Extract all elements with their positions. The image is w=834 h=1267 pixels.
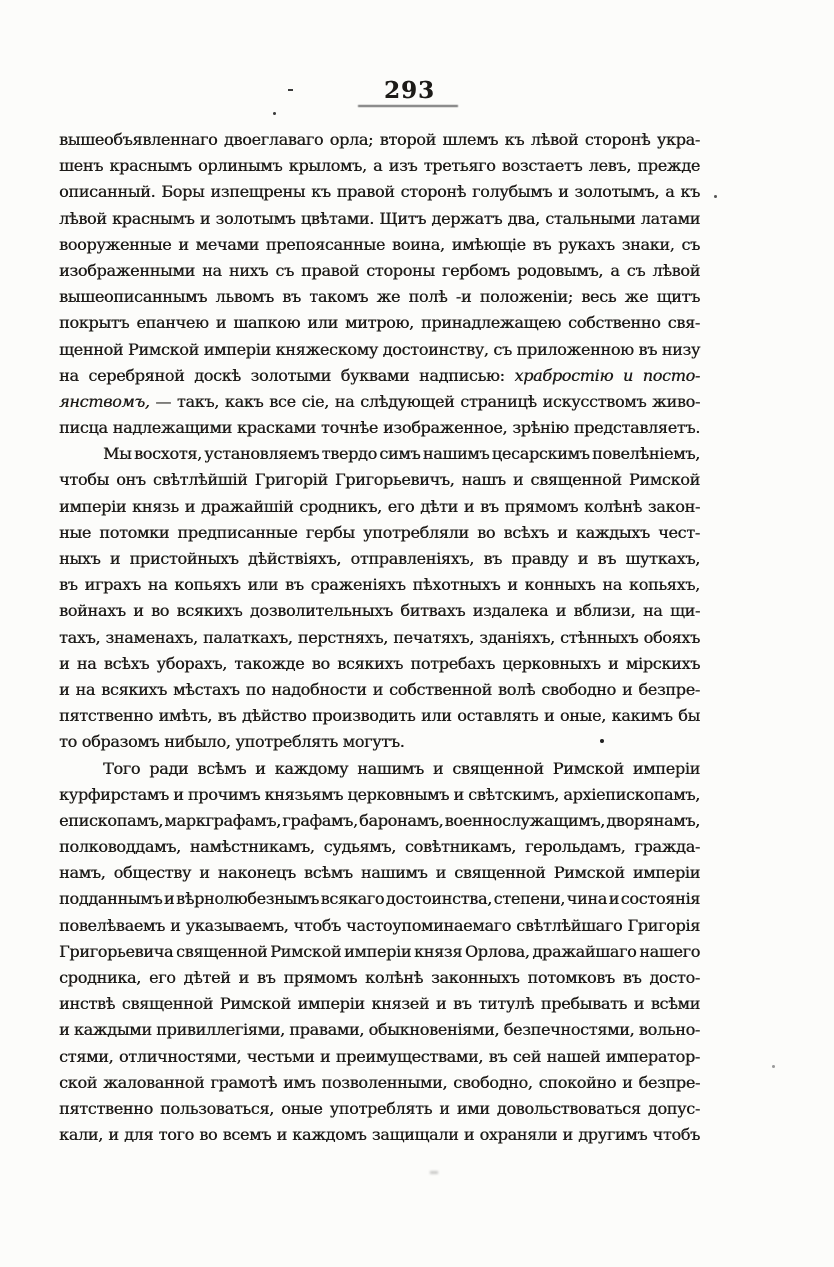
scan-speck xyxy=(288,89,293,91)
scan-speck xyxy=(772,1065,775,1068)
page-number-rule xyxy=(358,105,458,107)
text-line: щенной Римской имперіи княжескому достоинству, съ приложенною въ низу xyxy=(59,339,700,359)
text-line: курфирстамъ и прочимъ князьямъ церковнымъ и свѣтскимъ, архіепископамъ, xyxy=(59,784,700,804)
paragraph xyxy=(59,127,700,441)
text-line: изображенными на нихъ съ правой стороны гербомъ родовымъ, а съ лѣвой xyxy=(59,260,700,280)
text-line: шенъ краснымъ орлинымъ крыломъ, а изъ третьяго возстаетъ левъ, прежде xyxy=(59,156,700,176)
scan-speck xyxy=(714,195,717,198)
scan-speck xyxy=(273,112,276,115)
text-body xyxy=(59,127,700,1148)
text-line: инствѣ священной Римской имперіи князей и въ титулѣ пребывать и всѣми xyxy=(59,994,700,1014)
text-line: намъ, обществу и наконецъ всѣмъ нашимъ и священной Римской имперіи xyxy=(59,863,700,883)
text-line: и на всѣхъ уборахъ, такожде во всякихъ потребахъ церковныхъ и мірскихъ xyxy=(59,653,700,673)
text-line: стями, отличностями, честьми и преимуществами, въ сей нашей император- xyxy=(59,1046,700,1066)
text-line: описанный. Боры изпещрены къ правой сторонѣ голубымъ и золотымъ, а къ xyxy=(59,182,700,202)
text-line: писца надлежащими красками точнѣе изображенное, зрѣнію представляетъ. xyxy=(59,418,700,438)
text-line: Мы восхотя, установляемъ твердо симъ нашимъ цесарскимъ повелѣніемъ, xyxy=(103,444,700,464)
text-line: полководдамъ, намѣстникамъ, судьямъ, совѣтникамъ, герольдамъ, гражда- xyxy=(59,837,700,857)
text-line: Того ради всѣмъ и каждому нашимъ и священной Римской имперіи xyxy=(103,758,700,778)
text-line: вышеобъявленнаго двоеглаваго орла; второй шлемъ къ лѣвой сторонѣ укра- xyxy=(59,130,700,149)
text-line: епископамъ, маркграфамъ, графамъ, баронамъ, военнослужащимъ, дворянамъ, xyxy=(59,810,700,830)
paragraph xyxy=(59,756,700,1149)
text-line: войнахъ и во всякихъ дозволительныхъ битвахъ издалека и вблизи, на щи- xyxy=(59,601,700,621)
text-line: на серебряной доскѣ золотыми буквами надписью: храбростію и посто- xyxy=(59,365,700,385)
text-line: и каждыми привиллегіями, правами, обыкновеніями, безпечностями, вольно- xyxy=(59,1020,700,1040)
paragraph xyxy=(59,441,700,755)
text-line: вооруженные и мечами препоясанные воина, имѣющіе въ рукахъ знаки, съ xyxy=(59,234,700,254)
text-line: чтобы онъ свѣтлѣйшій Григорій Григорьевичъ, нашъ и священной Римской xyxy=(59,470,700,490)
text-line: ской жалованной грамотѣ имъ позволенными, свободно, спокойно и безпре- xyxy=(59,1072,700,1092)
text-line: подданнымъ и вѣрнолюбезнымъ всякаго достоинства, степени, чина и состоянія xyxy=(59,889,700,909)
page-number: 293 xyxy=(384,77,436,104)
text-line: покрытъ епанчею и шапкою или митрою, принадлежащею собственно свя- xyxy=(59,313,700,333)
text-line: и на всякихъ мѣстахъ по надобности и собственной волѣ свободно и безпре- xyxy=(59,679,700,699)
text-line: повелѣваемъ и указываемъ, чтобъ частоупоминаемаго свѣтлѣйшаго Григорія xyxy=(59,915,700,935)
text-line: Григорьевича священной Римской имперіи князя Орлова, дражайшаго нашего xyxy=(59,941,700,961)
text-line: вышеописаннымъ львомъ въ такомъ же полѣ -и положеніи; весь же щитъ xyxy=(59,287,700,307)
text-line: сродника, его дѣтей и въ прямомъ колѣнѣ законныхъ потомковъ въ досто- xyxy=(59,968,700,987)
text-line: ныхъ и пристойныхъ дѣйствіяхъ, отправленіяхъ, въ правду и въ шуткахъ, xyxy=(59,549,700,568)
text-line: имперіи князь и дражайшій сродникъ, его дѣти и въ прямомъ колѣнѣ закон- xyxy=(59,496,700,516)
text-line: то образомъ нибыло, употреблять могутъ. xyxy=(59,732,405,752)
text-line: лѣвой краснымъ и золотымъ цвѣтами. Щитъ держатъ два, стальными латами xyxy=(59,208,700,228)
scan-speck xyxy=(430,1171,438,1174)
text-line: янствомъ, — такъ, какъ все сіе, на слѣдующей страницѣ искусствомъ живо- xyxy=(59,391,700,411)
text-line: кали, и для того во всемъ и каждомъ защищали и охраняли и другимъ чтобъ xyxy=(59,1125,700,1145)
text-line: тахъ, знаменахъ, палаткахъ, перстняхъ, печатяхъ, зданіяхъ, стѣнныхъ обояхъ xyxy=(59,627,700,647)
text-line: ные потомки предписанные гербы употребляли во всѣхъ и каждыхъ чест- xyxy=(59,522,700,542)
text-line: пятственно имѣть, въ дѣйство производить или оставлять и оные, какимъ бы xyxy=(59,706,700,726)
text-line: пятственно пользоваться, оные употреблять и ими довольствоваться допус- xyxy=(59,1098,700,1118)
text-line: въ играхъ на копьяхъ или въ сраженіяхъ пѣхотныхъ и конныхъ на копьяхъ, xyxy=(59,575,700,595)
scan-speck xyxy=(600,739,604,743)
